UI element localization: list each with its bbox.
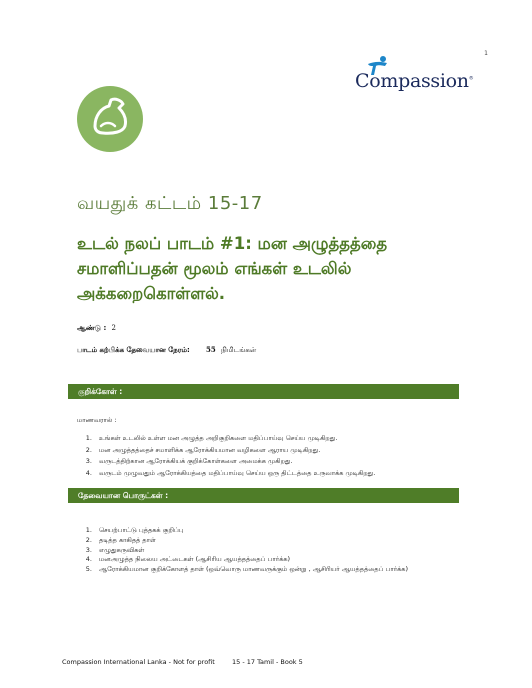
lesson-title-line: சமாளிப்பதன் மூலம் எங்கள் உடலில்	[77, 259, 352, 278]
time-unit: நிமிடங்கள்	[221, 346, 257, 354]
list-item: 4. மனஅழுத்த நிலைய அட்டைகள் (ஆசிரிய ஆயத்தத்தைப் பார்க்க)	[85, 555, 291, 564]
footer-right: 15 - 17 Tamil - Book 5	[232, 658, 303, 666]
year-label: ஆண்டு :	[77, 324, 107, 332]
lesson-title-line: உடல் நலப் பாடம் #1: மன அழுத்தத்தை	[77, 234, 388, 253]
page-number: 1	[484, 50, 488, 57]
list-item: 2. தடித்த காகிதத் தாள்	[85, 535, 156, 544]
list-item: 3. எழுதுகருவிகள்	[85, 545, 145, 554]
lesson-title-line: அக்கறைகொள்ளல்.	[77, 284, 226, 303]
list-item: 4. வருடம் முழுவதும் ஆரோக்கியத்தை மதிப்பாய்வு செய்ய ஒரு திட்டத்தை உருவாக்க முடிகிறது.	[85, 468, 376, 477]
flexed-arm-icon	[77, 86, 143, 152]
lesson-title	[77, 231, 467, 306]
time-value: 55	[206, 345, 216, 354]
list-item: 5. ஆரோக்கியமான குறிக்கோளத் தாள் (ஒவ்வொரு மாணவருக்கும் ஒன்று , ஆசிரியர் ஆயத்தத்தைப் பார்க்க)	[85, 565, 408, 574]
time-row	[77, 345, 256, 355]
list-item: 2. மன அழுத்தத்தைச் சமாளிக்க ஆரோக்கியமான வழிகளை ஆராய முடிகிறது.	[85, 445, 321, 454]
footer-left: Compassion International Lanka - Not for profit	[62, 658, 215, 666]
materials-header: தேவையான பொருட்கள் :	[68, 488, 459, 503]
list-item: 3. வருடத்திற்கான ஆரோக்கியக் குறிக்கோள்களை அமைக்க முகிறது.	[85, 457, 293, 465]
year-row	[77, 324, 116, 333]
objectives-intro: மாணவரால் :	[77, 416, 117, 424]
time-label: பாடம் கற்பிக்க தேவையான நேரம்:	[77, 346, 190, 354]
list-item: 1. செயற்பாட்டு புத்தகக் குறிப்பு	[85, 526, 184, 534]
objectives-header: குறிக்கோள் :	[68, 384, 459, 399]
list-item: 1. உங்கள் உடலில் உள்ள மன அழுத்த அறிகுறிகளை மதிப்பாய்வு செய்ய முடிகிறது.	[85, 434, 338, 442]
materials-list	[82, 526, 457, 575]
year-value: 2	[111, 324, 116, 332]
age-group-heading: வயதுக் கட்டம் 15-17	[77, 193, 263, 214]
lesson-badge	[77, 86, 143, 152]
objectives-list	[82, 433, 462, 479]
compassion-wordmark: Compassion®	[355, 70, 474, 92]
